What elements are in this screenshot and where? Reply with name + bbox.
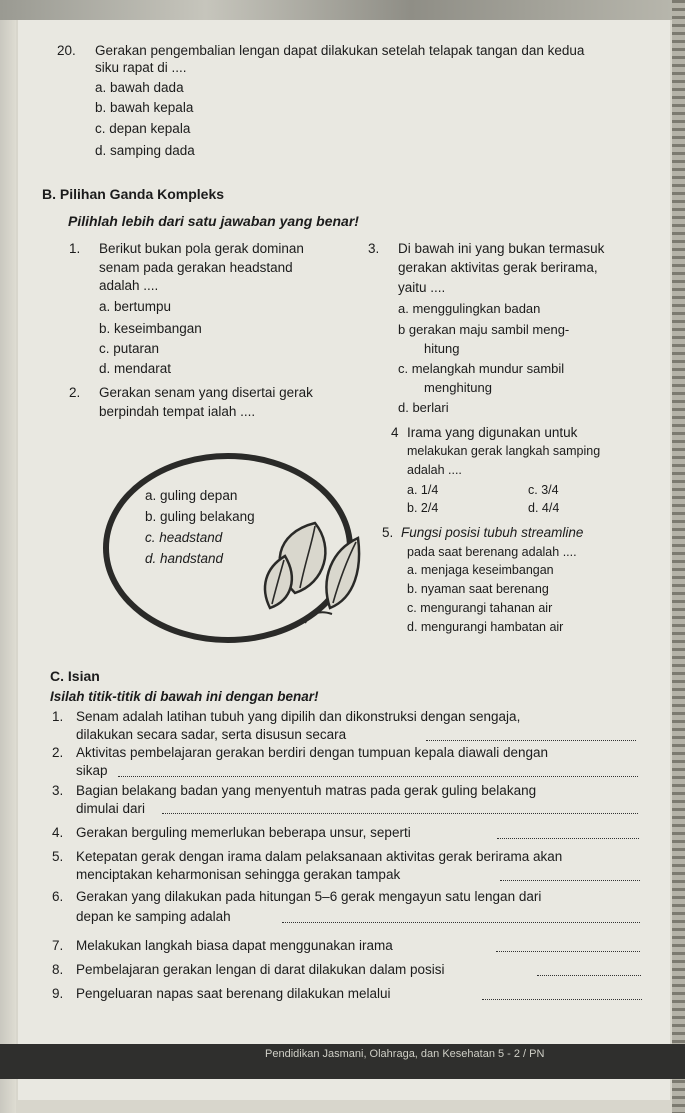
c4-line1: Gerakan berguling memerlukan beberapa unsur, seperti [76,825,411,840]
c3-answer-blank[interactable] [162,813,638,814]
q20-option: d. samping dada [95,143,195,158]
b2-option: a. guling depan [145,488,238,503]
b4-line2: melakukan gerak langkah samping [407,444,601,458]
c2-answer-blank[interactable] [118,776,638,777]
c9-line1: Pengeluaran napas saat berenang dilakukan melalui [76,986,391,1001]
c3-line1: Bagian belakang badan yang menyentuh matras pada gerak guling belakang [76,783,537,798]
right-binding-edge [672,0,685,1113]
c5-number: 5. [52,849,64,864]
b5-number: 5. [382,525,394,540]
b3-option-cont: menghitung [424,380,492,395]
c5-answer-blank[interactable] [500,880,640,881]
c2-number: 2. [52,745,64,760]
b2-line1: Gerakan senam yang disertai gerak [99,385,313,400]
section-b-instruction: Pilihlah lebih dari satu jawaban yang benar! [68,213,359,229]
b3-line3: yaitu .... [398,280,446,295]
c3-line2: dimulai dari [76,801,146,816]
b4-option: a. 1/4 [407,483,439,497]
c2-line1: Aktivitas pembelajaran gerakan berdiri dengan tumpuan kepala diawali dengan [76,745,549,760]
section-c-instruction: Isilah titik-titik di bawah ini dengan benar! [50,689,319,704]
q20-number: 20. [57,43,76,58]
b3-line1: Di bawah ini yang bukan termasuk [398,241,605,256]
b1-option: a. bertumpu [99,299,172,314]
b3-option: c. melangkah mundur sambil [398,361,565,376]
q20-option: c. depan kepala [95,121,191,136]
b5-option: d. mengurangi hambatan air [407,620,564,634]
q20-option: a. bawah dada [95,80,184,95]
b4-number: 4 [391,425,399,440]
c3-number: 3. [52,783,64,798]
leaf-oval-frame-icon [100,438,362,648]
b4-line1: Irama yang digunakan untuk [407,425,578,440]
c8-line1: Pembelajaran gerakan lengan di darat dilakukan dalam posisi [76,962,445,977]
b3-option: d. berlari [398,400,449,415]
c8-number: 8. [52,962,64,977]
left-page-edge [0,0,16,1113]
b5-option: c. mengurangi tahanan air [407,601,553,615]
c9-number: 9. [52,986,64,1001]
b4-line3: adalah .... [407,463,462,477]
c9-answer-blank[interactable] [482,999,642,1000]
b1-line2: senam pada gerakan headstand [99,260,293,275]
b4-option: c. 3/4 [528,483,559,497]
section-c-heading: C. Isian [50,668,100,684]
q20-line2: siku rapat di .... [95,60,187,75]
b3-number: 3. [368,241,380,256]
b2-option: d. handstand [145,551,224,566]
b1-option: d. mendarat [99,361,172,376]
c4-number: 4. [52,825,64,840]
top-torn-strip [0,0,685,20]
leaf-cluster-icon [265,523,359,623]
c6-line1: Gerakan yang dilakukan pada hitungan 5–6 gerak mengayun satu lengan dari [76,889,542,904]
c5-line2: menciptakan keharmonisan sehingga gerakan tampak [76,867,401,882]
c7-line1: Melakukan langkah biasa dapat menggunakan irama [76,938,393,953]
b4-option: d. 4/4 [528,501,560,515]
c5-line1: Ketepatan gerak dengan irama dalam pelaksanaan aktivitas gerak berirama akan [76,849,563,864]
c7-answer-blank[interactable] [496,951,640,952]
b1-option: b. keseimbangan [99,321,202,336]
c1-line1: Senam adalah latihan tubuh yang dipilih dan dikonstruksi dengan sengaja, [76,709,521,724]
q20-line1: Gerakan pengembalian lengan dapat dilakukan setelah telapak tangan dan kedua [95,43,585,58]
c1-line2: dilakukan secara sadar, serta disusun secara [76,727,347,742]
b2-line2: berpindah tempat ialah .... [99,404,256,419]
c7-number: 7. [52,938,64,953]
c6-number: 6. [52,889,64,904]
b5-line2: pada saat berenang adalah .... [407,545,577,559]
b2-option: c. headstand [145,530,223,545]
c1-answer-blank[interactable] [426,740,636,741]
b3-option: a. menggulingkan badan [398,301,541,316]
b1-number: 1. [69,241,81,256]
b1-line3: adalah .... [99,278,159,293]
c2-line2: sikap [76,763,108,778]
c8-answer-blank[interactable] [537,975,641,976]
b5-line1: Fungsi posisi tubuh streamline [401,525,584,540]
q20-option: b. bawah kepala [95,100,194,115]
b2-option: b. guling belakang [145,509,255,524]
c4-answer-blank[interactable] [497,838,639,839]
b5-option: a. menjaga keseimbangan [407,563,554,577]
section-b-heading: B. Pilihan Ganda Kompleks [42,186,225,202]
b3-line2: gerakan aktivitas gerak berirama, [398,260,598,275]
footer-text: Pendidikan Jasmani, Olahraga, dan Kesehatan 5 - 2 / PN [265,1048,545,1060]
b1-line1: Berikut bukan pola gerak dominan [99,241,304,256]
c6-answer-blank[interactable] [282,922,640,923]
b1-option: c. putaran [99,341,160,356]
b3-option-cont: hitung [424,341,460,356]
b5-option: b. nyaman saat berenang [407,582,549,596]
c6-line2: depan ke samping adalah [76,909,231,924]
b4-option: b. 2/4 [407,501,439,515]
b2-number: 2. [69,385,81,400]
b3-option: b gerakan maju sambil meng- [398,322,570,337]
c1-number: 1. [52,709,64,724]
